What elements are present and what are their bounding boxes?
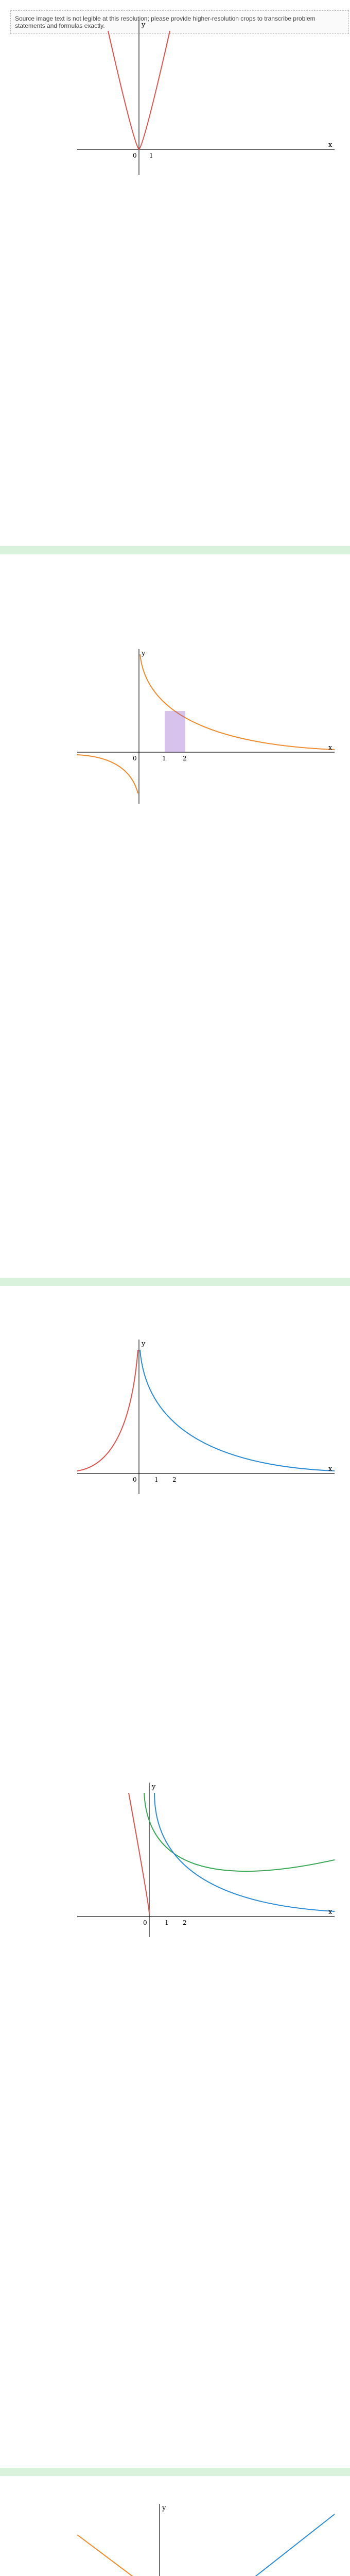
answer-band-2 — [0, 1278, 350, 1286]
origin-label: 0 — [133, 755, 137, 762]
shaded-region — [165, 711, 185, 752]
curve-blue — [154, 1793, 335, 1911]
curve-blue — [160, 2514, 335, 2576]
graph-1 — [77, 21, 335, 175]
curve-green — [144, 1793, 335, 1871]
graph-4 — [77, 1783, 335, 1937]
tick-label-1: 1 — [162, 755, 166, 762]
answer-band — [0, 546, 350, 554]
graph-2-svg — [77, 649, 335, 804]
graph-5 — [77, 2504, 335, 2576]
x-label: x — [328, 744, 332, 752]
tick-label: 1 — [149, 152, 153, 159]
y-label: y — [152, 1783, 156, 1791]
curve-right — [140, 1350, 335, 1471]
graph-1-svg — [77, 21, 335, 175]
transcription-note: Source image text is not legible at this resolution; please provide higher-resolution crops to transcribe problem statements and formulas exactly. — [10, 10, 349, 34]
graph-4-svg — [77, 1783, 335, 1937]
x-label: x — [328, 1465, 332, 1473]
y-label: y — [162, 2504, 166, 2512]
graph-5-svg — [77, 2504, 335, 2576]
origin-label: 0 — [133, 1476, 137, 1483]
tick-label-2: 2 — [183, 755, 187, 762]
curve-left — [77, 1350, 138, 1471]
x-label: x — [328, 1908, 332, 1916]
y-label: y — [142, 650, 146, 657]
curve-left — [77, 755, 138, 793]
graph-3 — [77, 1340, 335, 1494]
answer-band-3 — [0, 2468, 350, 2476]
tick-label-1: 1 — [154, 1476, 159, 1483]
graph-3-svg — [77, 1340, 335, 1494]
tick-label-2: 2 — [172, 1476, 177, 1483]
y-label: y — [142, 1340, 146, 1348]
tick-label-1: 1 — [165, 1919, 169, 1926]
x-label: x — [328, 141, 332, 149]
origin-label: 0 — [143, 1919, 147, 1926]
y-label: y — [142, 21, 146, 29]
tick-label-2: 2 — [183, 1919, 187, 1926]
graph-2 — [77, 649, 335, 804]
origin-label: 0 — [133, 152, 137, 159]
curve-orange — [77, 2535, 160, 2576]
